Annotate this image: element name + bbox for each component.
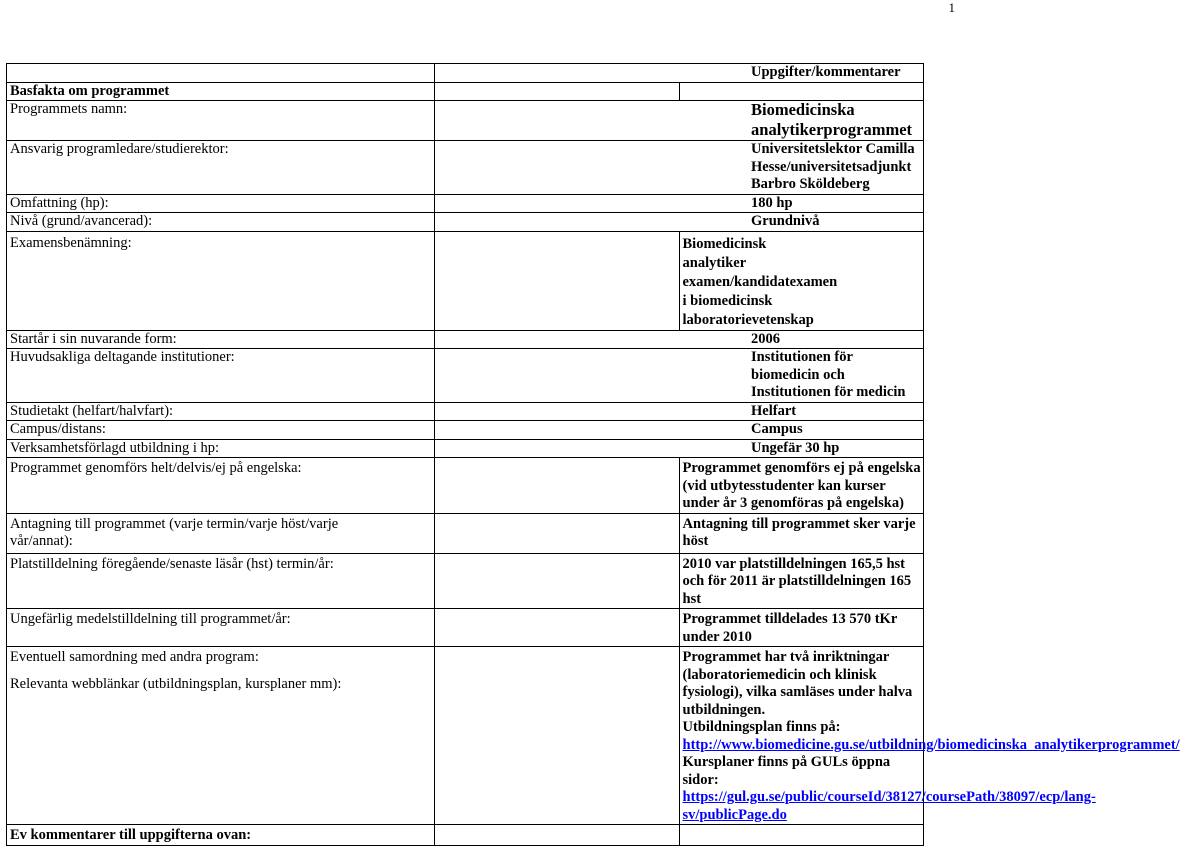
row-value-cell [435, 330, 924, 349]
table-header-row [7, 64, 924, 83]
table-row [7, 141, 924, 195]
samordning-value: Programmet har två inriktningar (laboratoriemedicin och klinisk fysiologi), vilka samläses under halva utbildningen. [682, 649, 913, 718]
row-value: Programmet genomförs ej på engelska (vid utbytesstudenter kan kurser under år 3 genomföras på engelska) [679, 458, 924, 514]
footer-row [7, 825, 924, 846]
table-row [7, 231, 924, 330]
footer-value-cell [679, 825, 924, 846]
row-label: Examensbenämning: [7, 231, 435, 330]
row-value-cell [435, 141, 924, 195]
row-value-cell [435, 194, 924, 213]
row-label: Nivå (grund/avancerad): [7, 213, 435, 232]
program-facts-table [6, 63, 1180, 846]
row-spacer [435, 553, 679, 609]
section-title-value-cell [679, 82, 924, 101]
table-row [7, 101, 924, 141]
plan-link[interactable]: http://www.biomedicine.gu.se/utbildning/biomedicinska_analytikerprogrammet/ [682, 736, 1180, 753]
table-row [7, 194, 924, 213]
row-value: 2006 [751, 330, 781, 347]
table-row [7, 421, 924, 440]
section-title-spacer [435, 82, 679, 101]
row-label: Verksamhetsförlagd utbildning i hp: [7, 439, 435, 458]
row-label: Antagning till programmet (varje termin/varje höst/varje vår/annat): [7, 513, 435, 553]
row-spacer [435, 231, 679, 330]
header-empty-cell [7, 64, 435, 83]
row-label: Campus/distans: [7, 421, 435, 440]
table-row [7, 349, 924, 403]
comment-column-label: Uppgifter/kommentarer [751, 64, 901, 80]
row-value: Programmet tilldelades 13 570 tKr under 2010 [679, 609, 924, 647]
row-value: Ungefär 30 hp [751, 439, 840, 456]
row-label: Startår i sin nuvarande form: [7, 330, 435, 349]
row-spacer [435, 609, 679, 647]
section-title: Basfakta om programmet [7, 82, 435, 101]
row-value: Institutionen för biomedicin och Institutionen för medicin [751, 349, 906, 400]
row-spacer [435, 458, 679, 514]
page-number: 1 [948, 0, 955, 15]
kursplaner-link[interactable]: https://gul.gu.se/public/courseId/38127/coursePath/38097/ecp/lang-sv/publicPage.do [682, 789, 1096, 823]
row-label: Huvudsakliga deltagande institutioner: [7, 349, 435, 403]
row-value: Campus [751, 421, 803, 437]
row-value: 180 hp [751, 194, 793, 211]
row-value: Grundnivå [751, 213, 820, 229]
kursplaner-intro: Kursplaner finns på GULs öppna sidor: [682, 754, 891, 788]
table-row [7, 439, 924, 458]
row-label: Studietakt (helfart/halvfart): [7, 402, 435, 421]
section-title-row [7, 82, 924, 101]
row-spacer [435, 513, 679, 553]
table-row [7, 647, 924, 825]
links-label: Relevanta webblänkar (utbildningsplan, kursplaner mm): [10, 675, 342, 692]
plan-intro: Utbildningsplan finns på: [682, 719, 841, 735]
table-row [7, 213, 924, 232]
footer-label: Ev kommentarer till uppgifterna ovan: [7, 825, 435, 846]
samordning-links-value-cell [679, 647, 1180, 825]
row-value: Helfart [751, 402, 797, 419]
table-row [7, 458, 924, 514]
samordning-links-label-cell [7, 647, 435, 825]
row-value-cell [435, 402, 924, 421]
row-label: Programmet genomförs helt/delvis/ej på engelska: [7, 458, 435, 514]
row-label: Ungefärlig medelstilldelning till programmet/år: [7, 609, 435, 647]
table-row [7, 513, 924, 553]
table-row [7, 402, 924, 421]
row-value-cell [435, 213, 924, 232]
row-value: Antagning till programmet sker varje höst [679, 513, 924, 553]
program-name: Biomedicinska analytikerprogrammet [751, 100, 913, 139]
row-label: Ansvarig programledare/studierektor: [7, 141, 435, 195]
row-value: Universitetslektor Camilla Hesse/universitetsadjunkt Barbro Sköldeberg [751, 141, 915, 192]
row-spacer [435, 647, 679, 825]
comment-column-header [435, 64, 924, 83]
row-label: Programmets namn: [7, 101, 435, 141]
table-row [7, 330, 924, 349]
row-value-cell [435, 439, 924, 458]
table-row [7, 553, 924, 609]
row-label: Omfattning (hp): [7, 194, 435, 213]
samordning-label: Eventuell samordning med andra program: [10, 649, 259, 665]
row-value-cell [435, 349, 924, 403]
row-label: Platstilldelning föregående/senaste läsår (hst) termin/år: [7, 553, 435, 609]
footer-spacer [435, 825, 679, 846]
row-value: 2010 var platstilldelningen 165,5 hst och för 2011 är platstilldelningen 165 hst [679, 553, 924, 609]
row-value: Biomedicinsk analytiker examen/kandidatexamen i biomedicinsk laboratorievetenskap [679, 231, 924, 330]
row-value-cell [435, 101, 924, 141]
table-row [7, 609, 924, 647]
row-value-cell [435, 421, 924, 440]
